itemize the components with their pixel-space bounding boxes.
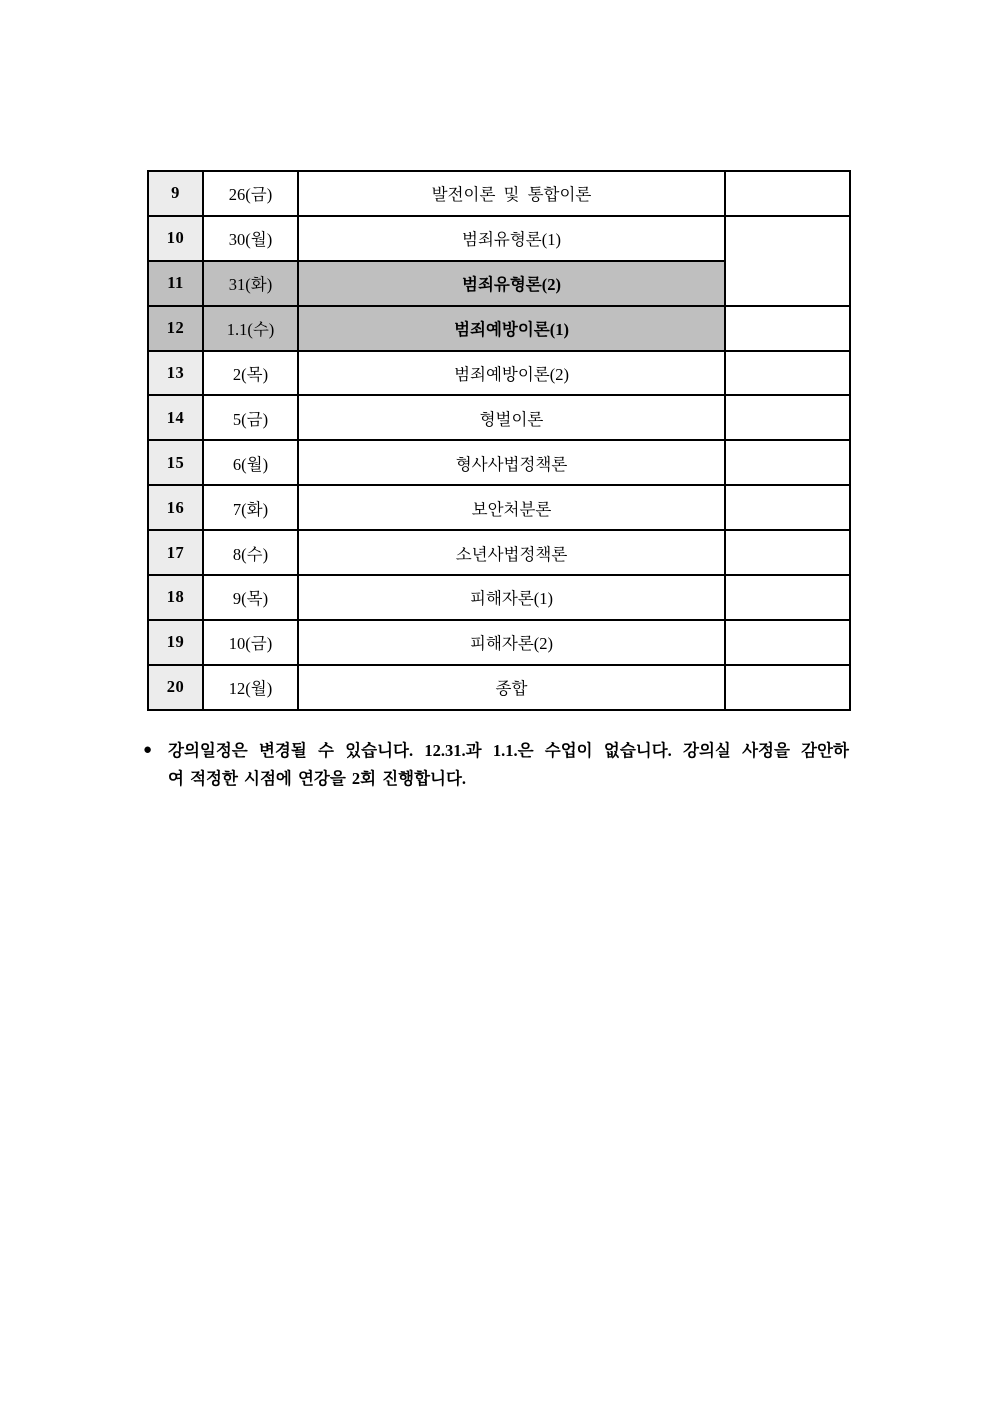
- session-number-cell: 19: [148, 620, 203, 665]
- course-schedule-table: [147, 170, 851, 711]
- table-row: [148, 440, 850, 485]
- note-cell-merged: [725, 216, 850, 306]
- date-cell: 2(목): [203, 351, 298, 396]
- footnote-line-1: 강의일정은 변경될 수 있습니다. 12.31.과 1.1.은 수업이 없습니다. 강의실 사정을 감안하: [168, 741, 849, 760]
- session-number-cell: 17: [148, 530, 203, 575]
- date-cell: 31(화): [203, 261, 298, 306]
- note-cell: [725, 575, 850, 620]
- topic-cell: 범죄예방이론(1): [298, 306, 725, 351]
- note-cell: [725, 306, 850, 351]
- date-cell: 6(월): [203, 440, 298, 485]
- date-cell: 5(금): [203, 395, 298, 440]
- footnote-text: [168, 737, 849, 792]
- table-row: [148, 306, 850, 351]
- topic-cell: 형벌이론: [298, 395, 725, 440]
- topic-cell: 발전이론 및 통합이론: [298, 171, 725, 216]
- schedule-table-body: [148, 171, 850, 710]
- schedule-table: [147, 170, 851, 711]
- note-cell: [725, 171, 850, 216]
- table-row: [148, 351, 850, 396]
- topic-cell: 형사사법정책론: [298, 440, 725, 485]
- date-cell: 12(월): [203, 665, 298, 710]
- session-number-cell: 15: [148, 440, 203, 485]
- session-number-cell: 11: [148, 261, 203, 306]
- session-number-cell: 18: [148, 575, 203, 620]
- note-cell: [725, 351, 850, 396]
- table-row: [148, 395, 850, 440]
- table-row: [148, 171, 850, 216]
- topic-cell: 보안처분론: [298, 485, 725, 530]
- topic-cell: 범죄예방이론(2): [298, 351, 725, 396]
- date-cell: 8(수): [203, 530, 298, 575]
- session-number-cell: 16: [148, 485, 203, 530]
- session-number-cell: 12: [148, 306, 203, 351]
- note-cell: [725, 485, 850, 530]
- schedule-footnote: [143, 737, 849, 792]
- date-cell: 1.1(수): [203, 306, 298, 351]
- table-row: [148, 216, 850, 261]
- date-cell: 26(금): [203, 171, 298, 216]
- session-number-cell: 10: [148, 216, 203, 261]
- bullet-icon: ●: [143, 742, 153, 758]
- session-number-cell: 9: [148, 171, 203, 216]
- session-number-cell: 20: [148, 665, 203, 710]
- session-number-cell: 13: [148, 351, 203, 396]
- table-row: [148, 665, 850, 710]
- note-cell: [725, 440, 850, 485]
- table-row: [148, 575, 850, 620]
- session-number-cell: 14: [148, 395, 203, 440]
- topic-cell: 범죄유형론(2): [298, 261, 725, 306]
- table-row: [148, 530, 850, 575]
- date-cell: 10(금): [203, 620, 298, 665]
- footnote-line-2: 여 적정한 시점에 연강을 2회 진행합니다.: [168, 768, 467, 788]
- note-cell: [725, 530, 850, 575]
- topic-cell: 종합: [298, 665, 725, 710]
- table-row: [148, 485, 850, 530]
- date-cell: 30(월): [203, 216, 298, 261]
- topic-cell: 소년사법정책론: [298, 530, 725, 575]
- note-cell: [725, 395, 850, 440]
- date-cell: 9(목): [203, 575, 298, 620]
- table-row: [148, 620, 850, 665]
- note-cell: [725, 665, 850, 710]
- topic-cell: 범죄유형론(1): [298, 216, 725, 261]
- date-cell: 7(화): [203, 485, 298, 530]
- topic-cell: 피해자론(2): [298, 620, 725, 665]
- topic-cell: 피해자론(1): [298, 575, 725, 620]
- note-cell: [725, 620, 850, 665]
